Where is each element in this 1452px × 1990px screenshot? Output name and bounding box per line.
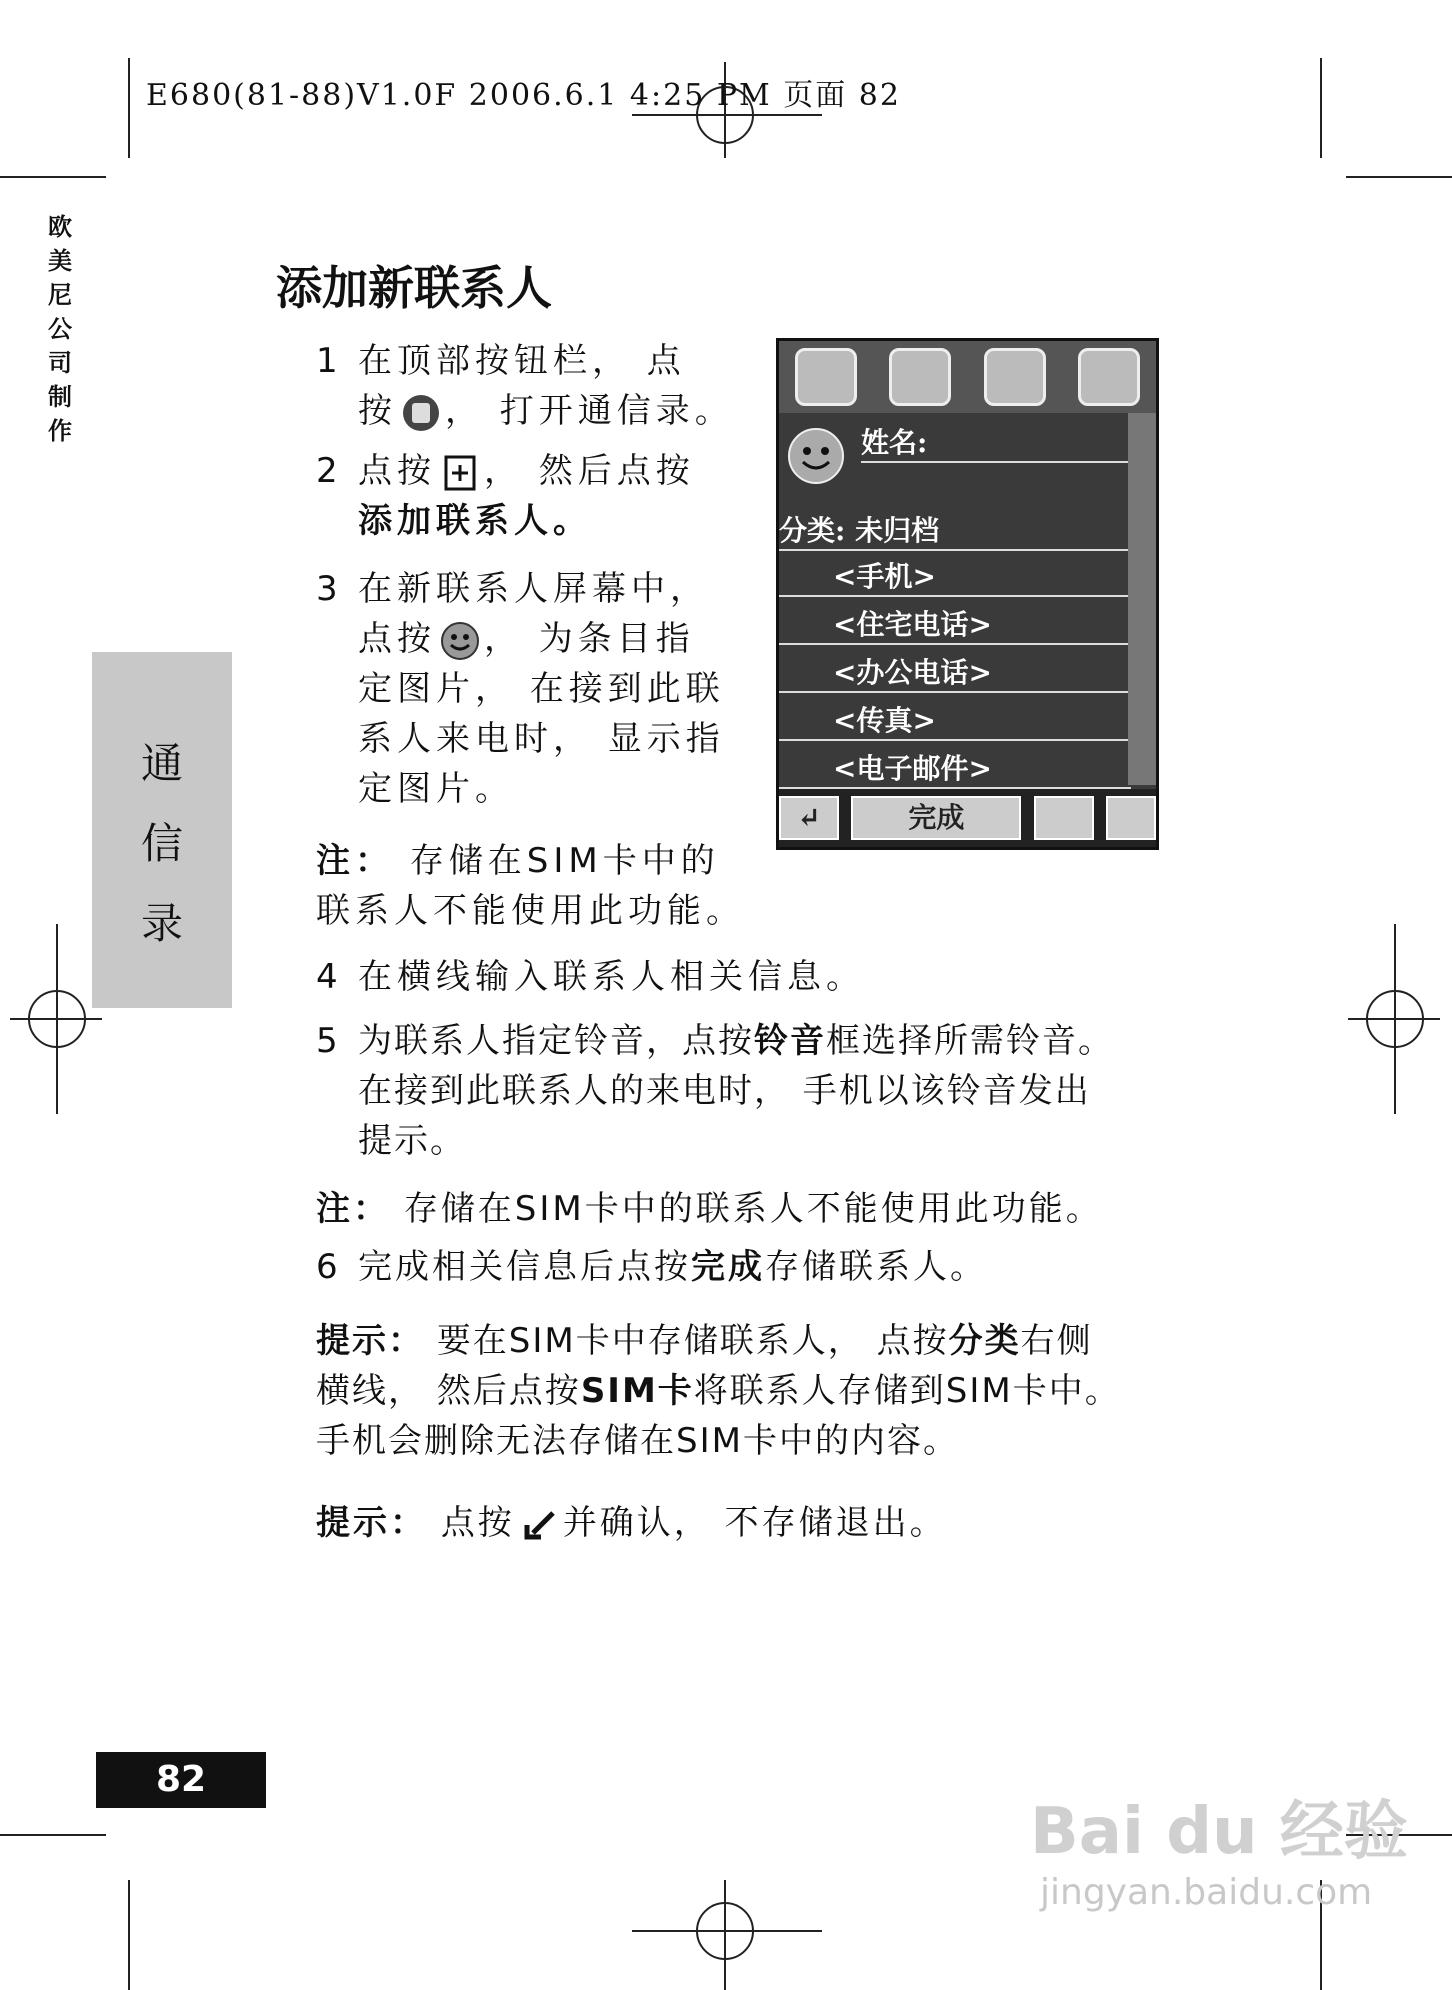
- crop-mark: [128, 58, 130, 158]
- note-text: 存储在SIM卡中的联系人不能使用此功能。: [403, 1189, 1103, 1229]
- phone-bottom-bar: [779, 789, 1156, 847]
- watermark-url: jingyan.baidu.com: [1040, 1872, 1373, 1913]
- step-text: 在新联系人屏幕中，: [358, 569, 709, 609]
- step-text: 铃音: [754, 1021, 826, 1061]
- email-field: <电子邮件>: [779, 747, 1131, 789]
- tip-label: 提示：: [316, 1321, 424, 1361]
- crop-mark: [1320, 58, 1322, 158]
- crop-mark: [128, 1880, 130, 1990]
- phone-top-toolbar: [779, 341, 1156, 413]
- step-text: ， 打开通信录。: [445, 391, 734, 431]
- step-text: 提示。: [358, 1121, 466, 1161]
- contact-picture-smiley-icon: [787, 427, 845, 489]
- tip-text: SIM卡: [580, 1371, 694, 1411]
- step-5: [316, 1016, 1114, 1166]
- side-brand-char: 欧: [48, 213, 72, 241]
- step-3: [316, 564, 725, 814]
- page-title: 添加新联系人: [276, 261, 552, 315]
- back-arrow-icon: [519, 1505, 559, 1545]
- step-number: 6: [316, 1247, 341, 1287]
- tip-text: 右侧: [1020, 1321, 1093, 1361]
- crop-mark: [1346, 176, 1452, 178]
- message-icon: [984, 348, 1046, 406]
- section-tab-char: 信: [140, 819, 183, 868]
- step-number: 5: [316, 1021, 340, 1061]
- back-icon: ↵: [779, 796, 839, 840]
- step-text: ， 为条目指: [484, 619, 695, 659]
- phone-scrollbar: [1128, 413, 1156, 785]
- note-text: 存储在SIM卡中的: [409, 841, 720, 881]
- print-header: E680(81-88)V1.0F 2006.6.1 4:25 PM 页面 82: [146, 78, 901, 113]
- crop-mark: [10, 1018, 102, 1020]
- crop-mark: [0, 176, 106, 178]
- step-text: 点按: [358, 619, 436, 659]
- note-label: 注：: [316, 1189, 390, 1229]
- side-brand: [46, 210, 74, 448]
- category-field: 分类: 未归档: [779, 509, 1131, 551]
- tip-text: 点按: [440, 1503, 515, 1543]
- fax-field: <传真>: [779, 699, 1131, 741]
- step-text: 为联系人指定铃音，点按: [358, 1021, 754, 1061]
- new-contact-icon: [440, 453, 480, 493]
- section-tab-char: 通: [140, 739, 183, 788]
- crop-mark: [724, 1880, 726, 1990]
- crop-mark: [632, 114, 822, 116]
- tip-label: 提示：: [316, 1503, 427, 1543]
- mobile-field: <手机>: [779, 555, 1131, 597]
- step-text: 添加联系人。: [358, 501, 592, 541]
- watermark-logo: Bai du 经验: [1030, 1795, 1408, 1869]
- tip-1: [316, 1316, 1121, 1466]
- side-brand-char: 尼: [48, 281, 72, 309]
- step-1: [316, 336, 734, 436]
- section-tab-char: 录: [140, 899, 183, 948]
- tip-text: 要在SIM卡中存储联系人， 点按: [436, 1321, 949, 1361]
- home-phone-field: <住宅电话>: [779, 603, 1131, 645]
- note-label: 注：: [316, 841, 394, 881]
- office-phone-field: <办公电话>: [779, 651, 1131, 693]
- tip-2: [316, 1498, 947, 1548]
- note-text: 联系人不能使用此功能。: [316, 891, 745, 931]
- step-2: [316, 446, 695, 546]
- step-6: [316, 1242, 987, 1292]
- side-brand-char: 公: [48, 315, 72, 343]
- tip-text: 横线， 然后点按: [316, 1371, 581, 1411]
- home-icon: [795, 348, 857, 406]
- step-text: ， 然后点按: [484, 451, 695, 491]
- step-text: 点按: [358, 451, 436, 491]
- step-number: 3: [316, 569, 343, 609]
- step-text: 框选择所需铃音。: [826, 1021, 1114, 1061]
- step-text: 定图片。: [358, 769, 514, 809]
- side-brand-char: 作: [48, 417, 72, 445]
- phonebook-icon: [889, 348, 951, 406]
- step-text: 在接到此联系人的来电时， 手机以该铃音发出: [358, 1071, 1091, 1111]
- crop-mark: [0, 1834, 106, 1836]
- step-text: 存储联系人。: [765, 1247, 987, 1287]
- side-brand-char: 制: [48, 383, 72, 411]
- smiley-icon: [440, 621, 480, 661]
- note-2: [316, 1184, 1103, 1234]
- done-button: 完成: [851, 796, 1021, 840]
- step-text: 在横线输入联系人相关信息。: [358, 957, 865, 997]
- step-text: 定图片， 在接到此联: [358, 669, 725, 709]
- tip-text: 并确认， 不存储退出。: [562, 1503, 947, 1543]
- note-1: [316, 836, 745, 936]
- phonebook-icon: [401, 393, 441, 433]
- page-number: 82: [96, 1752, 266, 1808]
- keyboard-icon: [1034, 796, 1094, 840]
- step-text: 完成相关信息后点按: [358, 1247, 691, 1287]
- side-brand-char: 司: [48, 349, 72, 377]
- tip-text: 手机会删除无法存储在SIM卡中的内容。: [316, 1421, 959, 1461]
- crop-mark: [1348, 1018, 1440, 1020]
- section-tab: [92, 652, 232, 1008]
- step-number: 2: [316, 451, 343, 491]
- step-text: 完成: [691, 1247, 765, 1287]
- step-text: 系人来电时， 显示指: [358, 719, 725, 759]
- step-number: 4: [316, 957, 343, 997]
- step-4: [316, 952, 865, 1002]
- dialer-icon: [1078, 348, 1140, 406]
- phone-screenshot: [776, 338, 1159, 850]
- crop-mark: [632, 1930, 822, 1932]
- step-text: 在顶部按钮栏， 点: [358, 341, 686, 381]
- menu-icon: [1106, 796, 1156, 840]
- tip-text: 分类: [948, 1321, 1021, 1361]
- step-number: 1: [316, 341, 343, 381]
- step-text: 按: [358, 391, 397, 431]
- tip-text: 将联系人存储到SIM卡中。: [693, 1371, 1121, 1411]
- side-brand-char: 美: [48, 247, 72, 275]
- name-field-label: 姓名:: [861, 421, 1131, 463]
